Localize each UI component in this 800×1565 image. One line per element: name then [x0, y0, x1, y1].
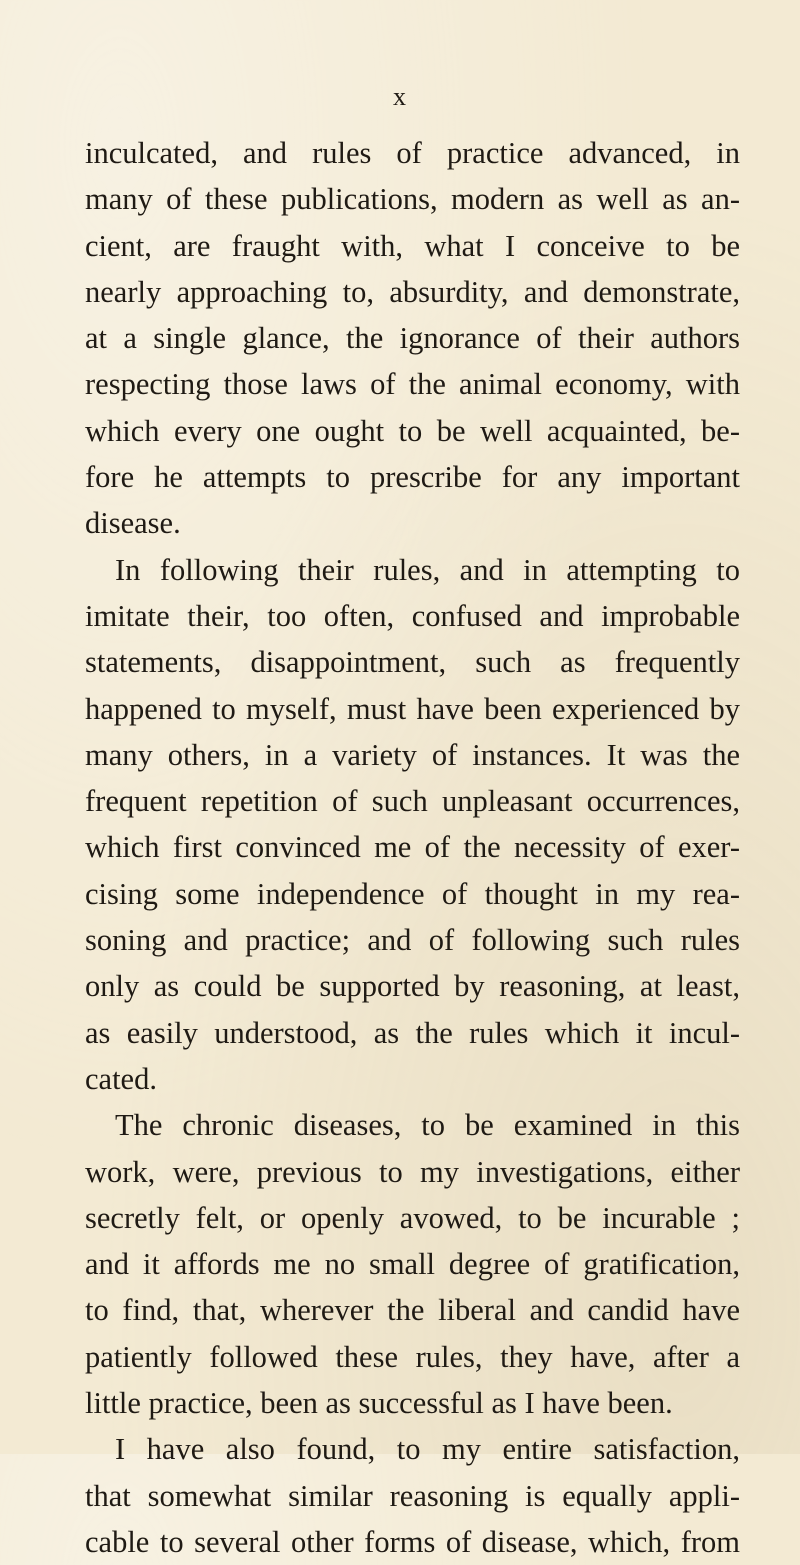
text-line: respecting those laws of the animal economy, with [85, 367, 740, 402]
paragraph-end-line: little practice, been as successful as I have been. [85, 1386, 673, 1421]
text-line: work, were, previous to my investigations, either [85, 1154, 740, 1189]
text-line: many of these publications, modern as well as an- [85, 182, 740, 217]
page-number: x [393, 82, 407, 111]
paragraph-end-line: cated. [85, 1061, 157, 1096]
text-line: as easily understood, as the rules which it incul- [85, 1015, 740, 1050]
text-line: that somewhat similar reasoning is equally appli- [85, 1478, 740, 1513]
text-line: fore he attempts to prescribe for any important [85, 460, 740, 495]
paragraph-start-line: In following their rules, and in attempting to [115, 552, 740, 587]
text-line: only as could be supported by reasoning, at least, [85, 969, 740, 1004]
text-line: many others, in a variety of instances. It was the [85, 737, 740, 772]
body-text [85, 130, 740, 1565]
text-line: cable to several other forms of disease, which, from [85, 1524, 740, 1559]
text-line: soning and practice; and of following such rules [85, 923, 740, 958]
text-line: and it affords me no small degree of gratification, [85, 1247, 740, 1282]
text-line: patiently followed these rules, they have, after a [85, 1339, 740, 1374]
text-line: to find, that, wherever the liberal and candid have [85, 1293, 740, 1328]
text-line: frequent repetition of such unpleasant occurrences, [85, 784, 740, 819]
text-line: inculcated, and rules of practice advanced, in [85, 136, 740, 170]
paragraph-start-line: I have also found, to my entire satisfaction, [115, 1432, 740, 1467]
text-line: imitate their, too often, confused and improbable [85, 598, 740, 633]
text-line: nearly approaching to, absurdity, and demonstrate, [85, 274, 740, 309]
text-line: secretly felt, or openly avowed, to be incurable ; [85, 1200, 740, 1235]
text-line: statements, disappointment, such as frequently [85, 645, 740, 680]
paragraph-start-line: The chronic diseases, to be examined in this [115, 1108, 740, 1143]
text-line: happened to myself, must have been experienced by [85, 691, 740, 726]
text-line: at a single glance, the ignorance of their authors [85, 321, 740, 356]
text-line: cient, are fraught with, what I conceive to be [85, 228, 740, 263]
text-line: cising some independence of thought in my rea- [85, 876, 740, 911]
paragraph-end-line: disease. [85, 506, 181, 541]
text-line: which every one ought to be well acquainted, be- [85, 413, 740, 448]
text-line: which first convinced me of the necessity of exer- [85, 830, 740, 865]
